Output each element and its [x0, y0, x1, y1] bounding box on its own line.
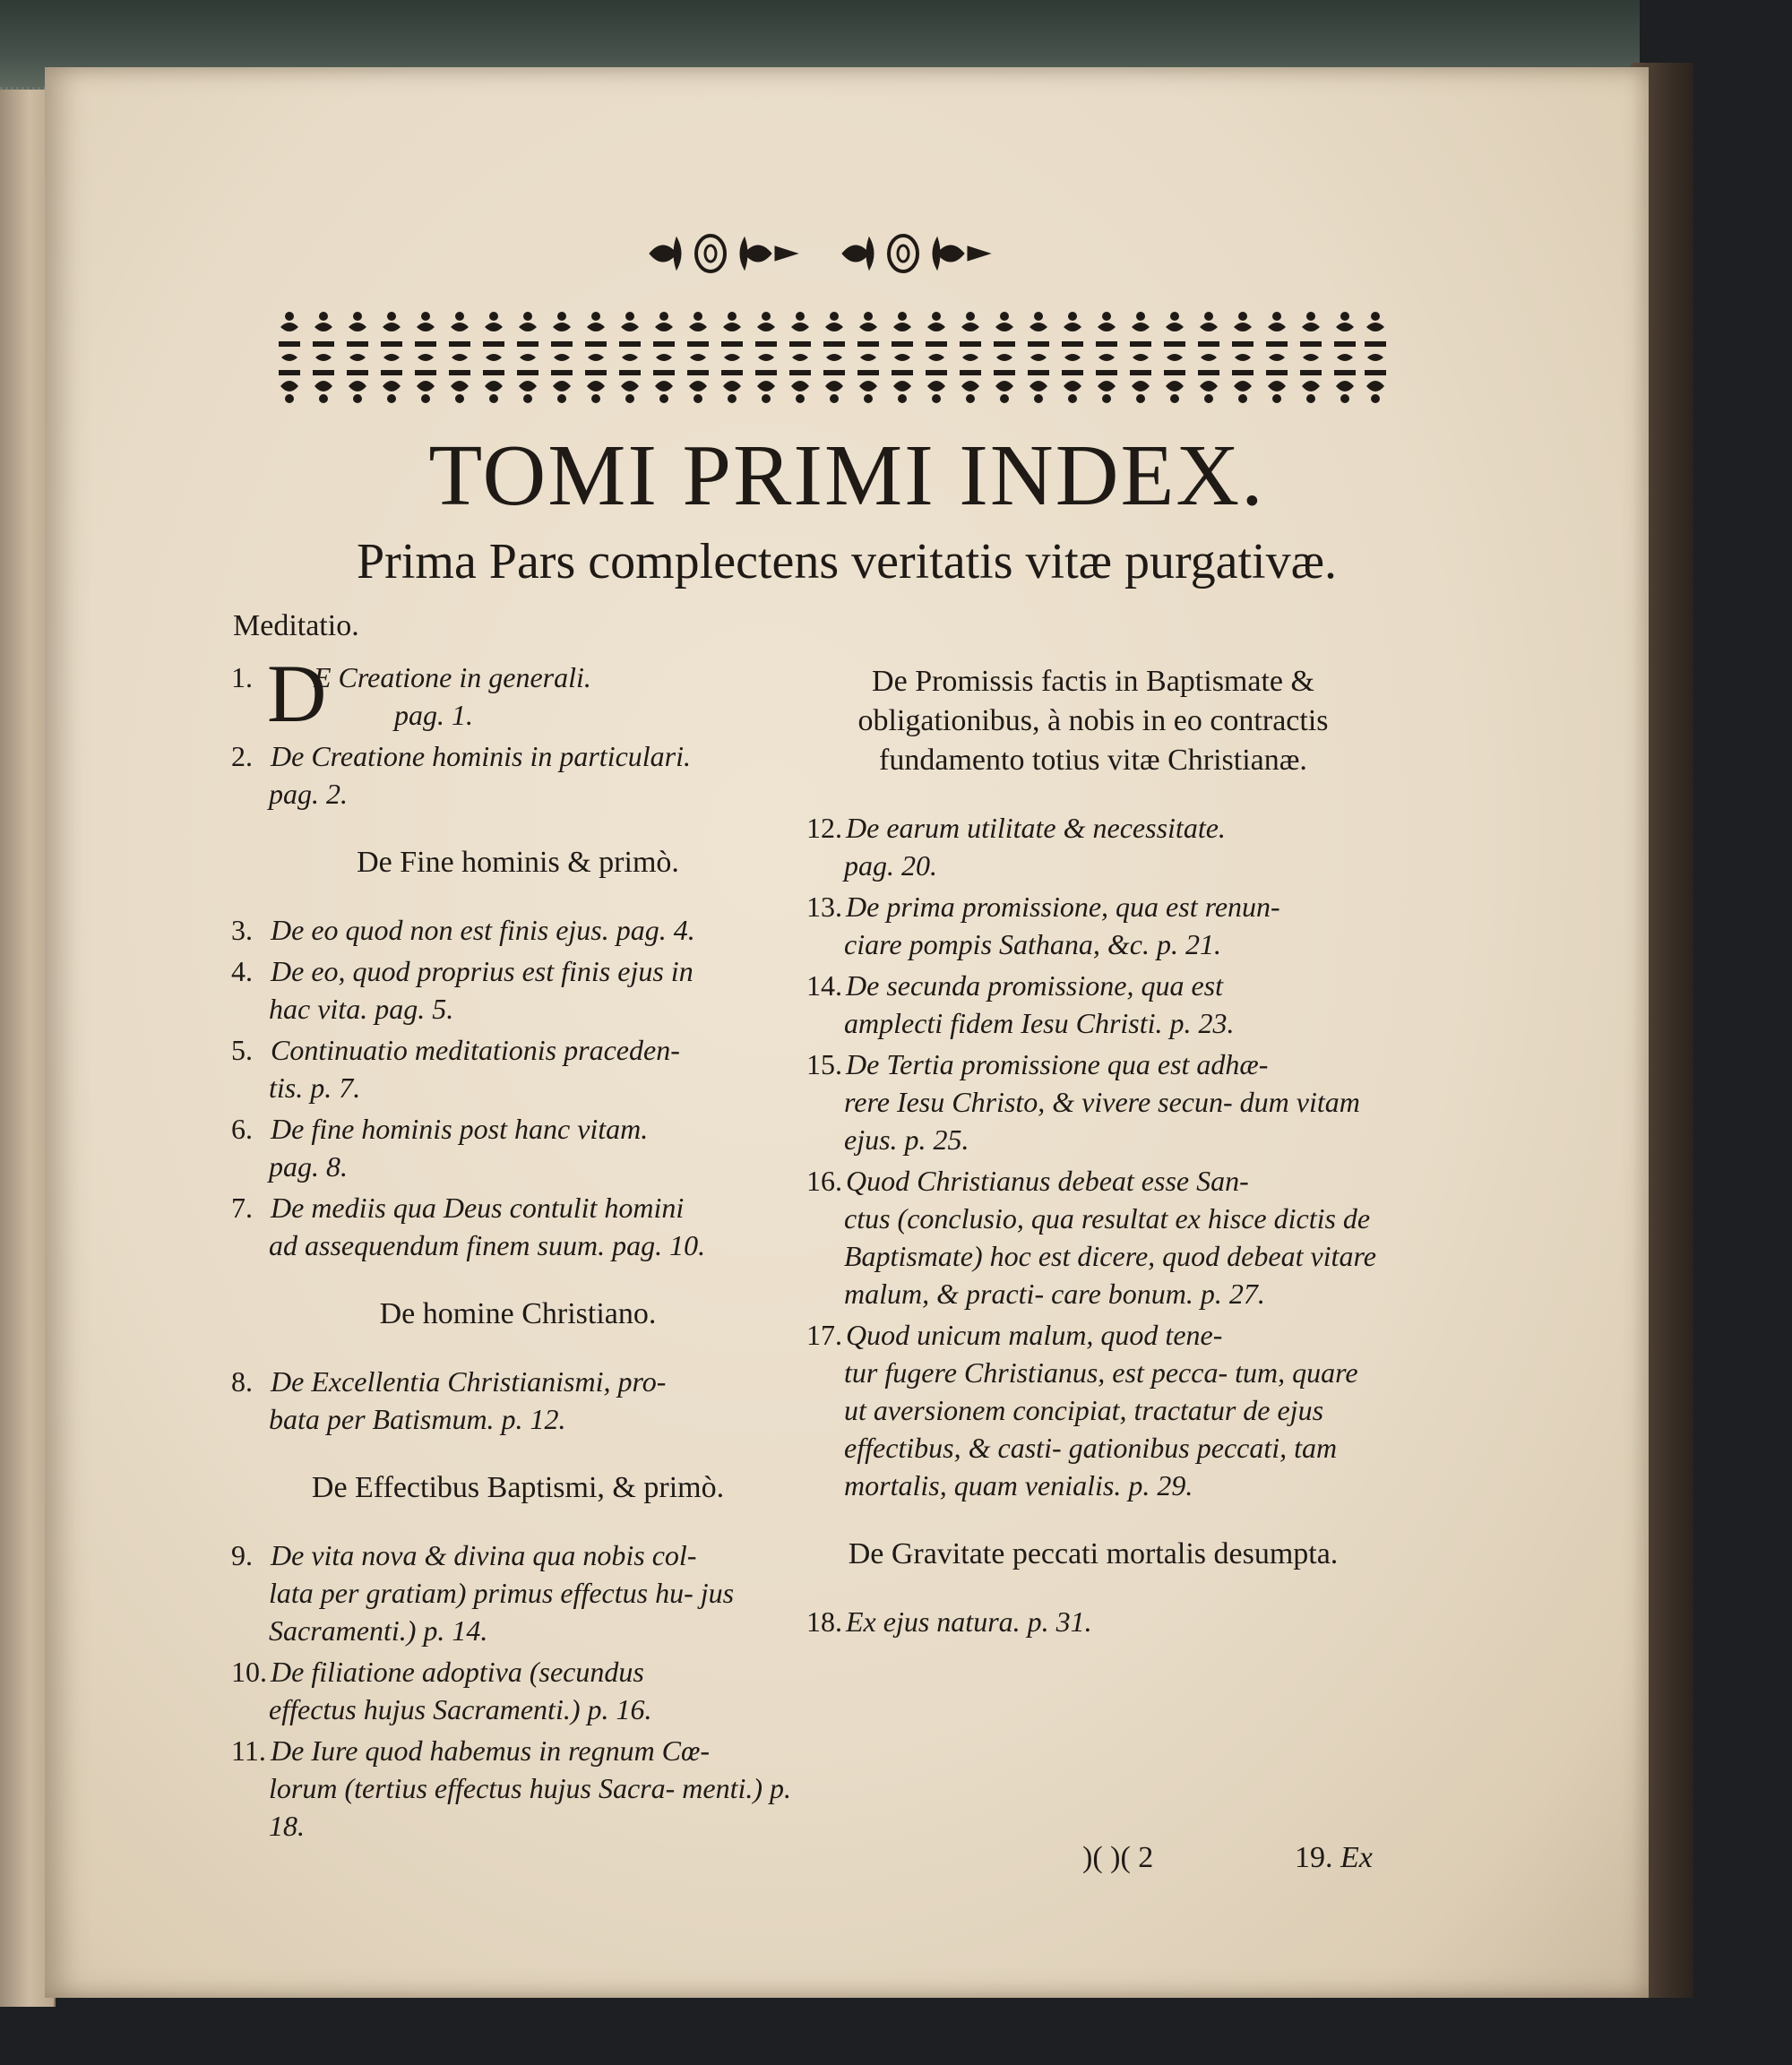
catchword-number: 19. [1295, 1841, 1333, 1874]
index-entry [231, 1189, 805, 1264]
index-entry [806, 1162, 1380, 1312]
signature-mark: )( )( 2 [1082, 1841, 1154, 1874]
entry-page: pag. 1. [394, 699, 473, 731]
entry-continuation: tur fugere Christianus, est pecca- tum, quare ut aversionem concipiat, tractatur de ejus effectibus, & casti- gationibus peccati, tam mortalis, quam venialis. p. 29. [844, 1356, 1358, 1501]
entry-number: 3. [231, 914, 253, 946]
entry-continuation: tis. p. 7. [269, 1071, 361, 1104]
entry-continuation: pag. 8. [269, 1150, 348, 1183]
index-entry [231, 1031, 805, 1106]
entry-number: 6. [231, 1113, 253, 1145]
index-entry [231, 1536, 805, 1649]
entry-number: 14. [806, 969, 842, 1002]
entry-continuation: lata per gratiam) primus effectus hu- jus Sacramenti.) p. 14. [269, 1577, 735, 1647]
entry-number: 1. [231, 661, 253, 693]
decorative-band-icon [273, 307, 1389, 406]
entry-continuation: amplecti fidem Iesu Christi. p. 23. [844, 1007, 1235, 1039]
index-entry [231, 1653, 805, 1728]
entry-number: 4. [231, 955, 253, 987]
entry-continuation: bata per Batismum. p. 12. [269, 1403, 566, 1435]
index-column-left [231, 648, 805, 1848]
index-entry [231, 1110, 805, 1185]
entry-text: De prima promissione, qua est renun- [846, 891, 1280, 923]
index-entry [231, 1363, 805, 1438]
entry-number: 12. [806, 812, 842, 844]
index-entry [806, 888, 1380, 963]
section-heading: De Gravitate peccati mortalis desumpta. [848, 1537, 1339, 1570]
entry-number: 8. [231, 1365, 253, 1398]
entry-text: De Tertia promissione qua est adhæ- [846, 1048, 1269, 1080]
entry-number: 17. [806, 1319, 842, 1351]
index-entry [806, 1603, 1380, 1640]
index-entry [231, 911, 805, 949]
section-heading: De Promissis factis in Baptismate & obligationibus, à nobis in eo contractis fundamento totius vitæ Christianæ. [857, 665, 1329, 777]
entry-number: 13. [806, 891, 842, 923]
entry-number: 7. [231, 1192, 253, 1224]
index-entry [231, 648, 805, 739]
section-heading: De homine Christiano. [379, 1297, 657, 1330]
entry-continuation: ctus (conclusio, qua resultat ex hisce dictis de Baptismate) hoc est dicere, quod debeat vitare malum, & practi- care bonum. p. 27. [844, 1202, 1376, 1310]
entry-text: De eo quod non est finis ejus. pag. 4. [271, 914, 695, 946]
catchword-text: Ex [1340, 1841, 1373, 1874]
entry-text: Continuatio meditationis praceden- [271, 1034, 680, 1066]
entry-text: E Creatione in generali. [314, 661, 591, 693]
index-entry [231, 1732, 805, 1845]
book-page [45, 67, 1649, 1998]
entry-number: 10. [231, 1656, 267, 1688]
index-entry [806, 1045, 1380, 1158]
entry-text: De fine hominis post hanc vitam. [271, 1113, 649, 1145]
entry-text: De Creatione hominis in particulari. [271, 740, 692, 772]
entry-number: 11. [231, 1734, 266, 1767]
entry-continuation: lorum (tertius effectus hujus Sacra- menti.) p. 18. [269, 1772, 792, 1842]
entry-text: De filiatione adoptiva (secundus [271, 1656, 644, 1688]
entry-text: De secunda promissione, qua est [846, 969, 1223, 1002]
catchword [1295, 1841, 1373, 1875]
entry-text: De earum utilitate & necessitate. [846, 812, 1226, 844]
entry-number: 2. [231, 740, 253, 772]
entry-continuation: rere Iesu Christo, & vivere secun- dum vitam ejus. p. 25. [844, 1086, 1360, 1156]
entry-text: Ex ejus natura. p. 31. [846, 1605, 1092, 1638]
entry-continuation: hac vita. pag. 5. [269, 993, 454, 1025]
entry-number: 18. [806, 1605, 842, 1638]
index-entry [231, 952, 805, 1028]
page-title: TOMI PRIMI INDEX. [428, 427, 1265, 524]
entry-text: De eo, quod proprius est finis ejus in [271, 955, 694, 987]
index-entry [806, 809, 1380, 884]
entry-number: 16. [806, 1165, 842, 1197]
index-entry [231, 737, 805, 813]
meditatio-label: Meditatio. [233, 609, 359, 642]
entry-continuation: ciare pompis Sathana, &c. p. 21. [844, 928, 1221, 960]
entry-continuation: pag. 20. [844, 849, 937, 882]
entry-number: 15. [806, 1048, 842, 1080]
drop-cap: D [267, 648, 327, 739]
entry-text: De vita nova & divina qua nobis col- [271, 1539, 697, 1571]
entry-page: pag. 2. [269, 778, 348, 810]
entry-text: De mediis qua Deus contulit homini [271, 1192, 685, 1224]
entry-number: 9. [231, 1539, 253, 1571]
entry-text: De Iure quod habemus in regnum Cœ- [271, 1734, 711, 1767]
section-heading: De Fine hominis & primò. [357, 846, 679, 879]
index-column-right [806, 658, 1380, 1644]
entry-text: Quod Christianus debeat esse San- [846, 1165, 1249, 1197]
index-entry [806, 1316, 1380, 1504]
index-entry [806, 967, 1380, 1042]
page-subtitle: Prima Pars complectens veritatis vitæ purgativæ. [357, 534, 1337, 589]
entry-continuation: ad assequendum finem suum. pag. 10. [269, 1229, 706, 1261]
entry-text: De Excellentia Christianismi, pro- [271, 1365, 667, 1398]
entry-continuation: effectus hujus Sacramenti.) p. 16. [269, 1693, 652, 1725]
fleuron-ornament-icon [641, 219, 1017, 287]
entry-text: Quod unicum malum, quod tene- [846, 1319, 1223, 1351]
entry-number: 5. [231, 1034, 253, 1066]
section-heading: De Effectibus Baptismi, & primò. [311, 1471, 725, 1504]
